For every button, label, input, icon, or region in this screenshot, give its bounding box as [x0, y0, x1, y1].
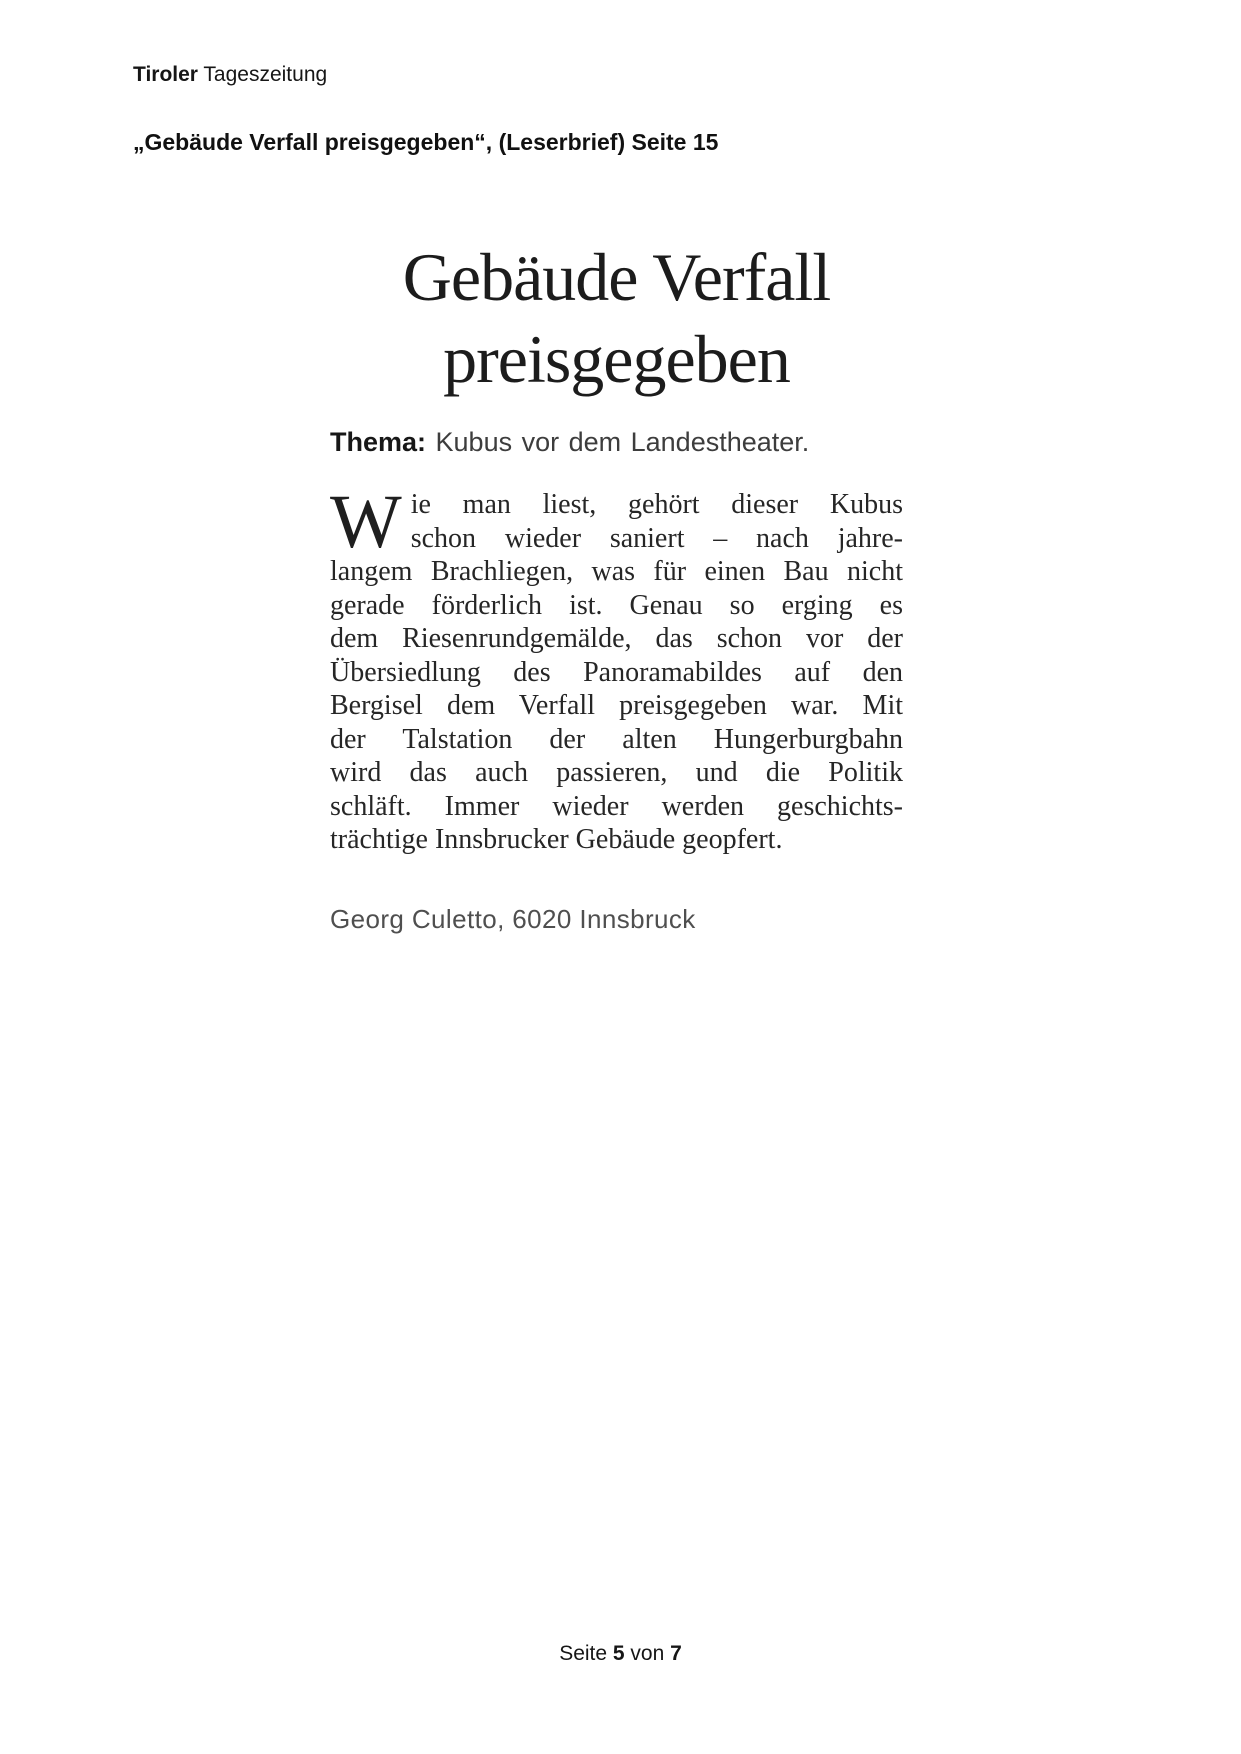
article-reference-line: „Gebäude Verfall preisgegeben“, (Leserbrief) Seite 15 — [133, 129, 719, 155]
newspaper-clipping — [330, 236, 903, 935]
footer-label-von: von — [624, 1642, 671, 1665]
body-line: wird das auch passieren, und die Politik — [330, 757, 903, 788]
body-line: langem Brachliegen, was für einen Bau nicht — [330, 556, 903, 587]
topic-label: Thema: — [330, 427, 427, 457]
body-line: ie man liest, gehört dieser Kubus — [410, 489, 903, 520]
article-body — [330, 480, 903, 857]
headline-line-2: preisgegeben — [443, 321, 790, 397]
footer-page-current: 5 — [612, 1642, 625, 1665]
body-line: gerade förderlich ist. Genau so erging es — [330, 589, 903, 621]
page-footer — [0, 1641, 1241, 1667]
masthead-brand-bold: Tiroler — [133, 63, 198, 86]
topic-line — [330, 426, 903, 458]
topic-text: Kubus vor dem Landestheater. — [426, 427, 810, 457]
body-line: Übersiedlung des Panoramabildes auf den — [330, 656, 903, 688]
body-line: schläft. Immer wieder werden geschichts- — [330, 790, 903, 822]
masthead-brand-rest: Tageszeitung — [197, 63, 328, 86]
masthead — [133, 62, 327, 88]
article-headline — [330, 236, 903, 400]
article-byline: Georg Culetto, 6020 Innsbruck — [330, 903, 696, 934]
footer-page-total: 7 — [670, 1642, 682, 1665]
footer-label-seite: Seite — [559, 1642, 613, 1665]
body-line: schon wieder saniert – nach jahre- — [410, 522, 903, 554]
body-line: dem Riesenrundgemälde, das schon vor der — [330, 623, 903, 654]
headline-line-1: Gebäude Verfall — [402, 239, 831, 315]
body-line: trächtige Innsbrucker Gebäude geopfert. — [330, 824, 783, 855]
body-line: der Talstation der alten Hungerburgbahn — [330, 723, 903, 755]
body-line: Bergisel dem Verfall preisgegeben war. Mit — [330, 690, 903, 721]
dropcap-letter: W — [330, 480, 402, 564]
